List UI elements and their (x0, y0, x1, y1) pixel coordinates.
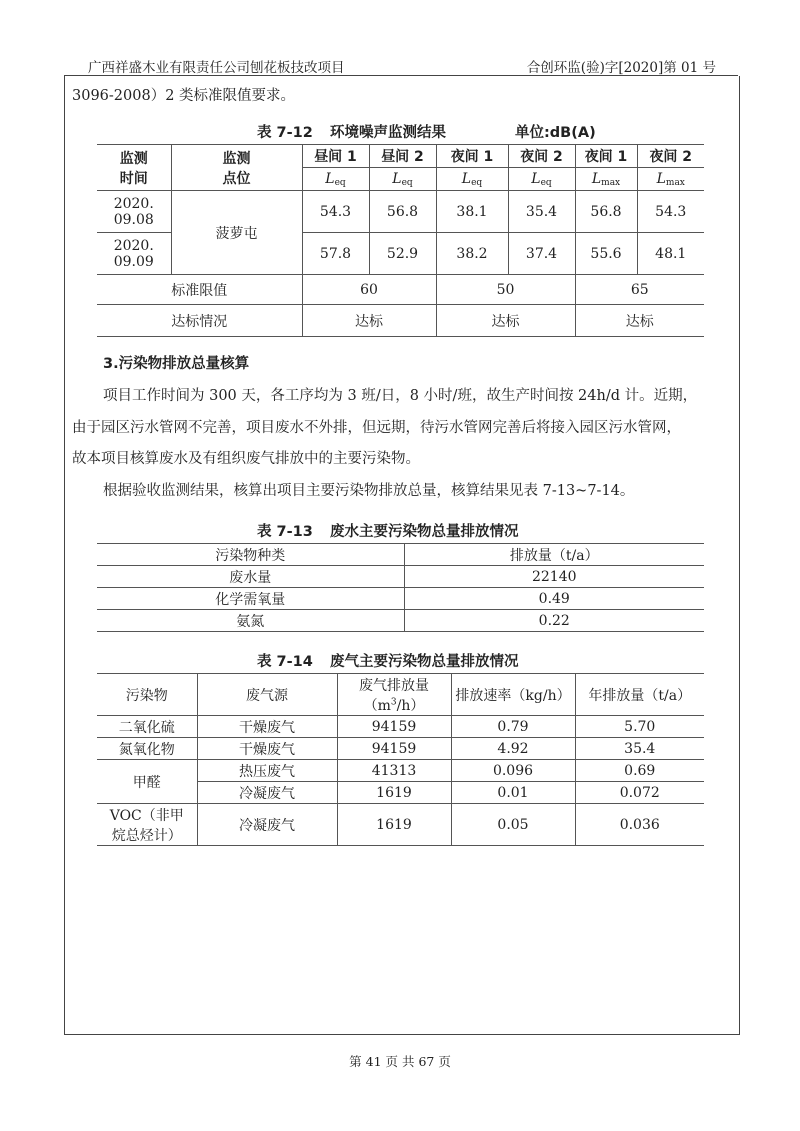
col-header: 废气源 (197, 674, 337, 716)
table-7-12-number: 表 7-12 (257, 125, 313, 141)
status-night: 达标 (436, 305, 575, 337)
exhaust-table (97, 673, 704, 846)
header-project-name: 广西祥盛木业有限责任公司刨花板技改项目 (88, 60, 345, 76)
section-heading: 3.污染物排放总量核算 (103, 356, 250, 372)
table-row (97, 804, 704, 846)
col-metric: $L_{eq}$ (369, 168, 436, 191)
limit-label: 标准限值 (97, 275, 302, 305)
table-row (97, 716, 704, 738)
table-row (97, 760, 704, 782)
paragraph-line: 项目工作时间为 300 天，各工序均为 3 班/日，8 小时/班，故生产时间按 24h/d 计。近期， (103, 388, 698, 404)
status-day: 达标 (302, 305, 436, 337)
value-cell: 22140 (404, 566, 704, 588)
limit-max: 65 (575, 275, 704, 305)
value-cell: 41313 (337, 760, 451, 782)
table-row (97, 588, 704, 610)
source-cell: 热压废气 (197, 760, 337, 782)
source-cell: 冷凝废气 (197, 782, 337, 804)
value-cell: 56.8 (575, 191, 637, 233)
header-report-number: 合创环监(验)字[2020]第 01 号 (526, 60, 716, 76)
value-cell: 38.1 (436, 191, 508, 233)
limit-day: 60 (302, 275, 436, 305)
table-7-12-title: 环境噪声监测结果 (330, 125, 446, 141)
pollutant-cell: 化学需氧量 (97, 588, 404, 610)
table-row (97, 566, 704, 588)
value-cell: 52.9 (369, 233, 436, 275)
value-cell: 0.096 (451, 760, 575, 782)
table-7-14-title: 废气主要污染物总量排放情况 (330, 654, 519, 670)
point-cell: 菠萝屯 (171, 191, 302, 275)
header-point: 监测 点位 (171, 145, 302, 191)
col-header: 夜间 2 (637, 145, 704, 168)
value-cell: 54.3 (637, 191, 704, 233)
value-cell: 0.49 (404, 588, 704, 610)
col-header: 昼间 1 (302, 145, 369, 168)
col-header: 排放速率（kg/h） (451, 674, 575, 716)
col-metric: $L_{eq}$ (302, 168, 369, 191)
source-cell: 冷凝废气 (197, 804, 337, 846)
page-number: 第 41 页 共 67 页 (349, 1054, 451, 1069)
col-header: 夜间 1 (575, 145, 637, 168)
pollutant-cell: 氮氧化物 (97, 738, 197, 760)
value-cell: 1619 (337, 804, 451, 846)
value-cell: 0.036 (575, 804, 704, 846)
pollutant-cell: VOC（非甲 烷总烃计） (97, 804, 197, 846)
date-cell: 2020. 09.09 (97, 233, 171, 275)
table-row (97, 610, 704, 632)
date-cell: 2020. 09.08 (97, 191, 171, 233)
col-metric: $L_{eq}$ (436, 168, 508, 191)
col-header: 排放量（t/a） (404, 544, 704, 566)
table-row (97, 738, 704, 760)
status-label: 达标情况 (97, 305, 302, 337)
col-header: 夜间 1 (436, 145, 508, 168)
value-cell: 48.1 (637, 233, 704, 275)
value-cell: 55.6 (575, 233, 637, 275)
value-cell: 0.69 (575, 760, 704, 782)
value-cell: 4.92 (451, 738, 575, 760)
wastewater-table (97, 543, 704, 632)
table-row (97, 191, 704, 233)
col-header: 年排放量（t/a） (575, 674, 704, 716)
table-7-14-number: 表 7-14 (257, 654, 313, 670)
col-header: 夜间 2 (508, 145, 575, 168)
value-cell: 0.072 (575, 782, 704, 804)
table-7-13-number: 表 7-13 (257, 524, 313, 540)
pollutant-cell: 废水量 (97, 566, 404, 588)
status-row (97, 305, 704, 337)
source-cell: 干燥废气 (197, 716, 337, 738)
pollutant-cell: 氨氮 (97, 610, 404, 632)
value-cell: 57.8 (302, 233, 369, 275)
source-cell: 干燥废气 (197, 738, 337, 760)
col-metric: $L_{max}$ (637, 168, 704, 191)
limit-night: 50 (436, 275, 575, 305)
pollutant-cell: 甲醛 (97, 760, 197, 804)
value-cell: 0.01 (451, 782, 575, 804)
value-cell: 0.22 (404, 610, 704, 632)
paragraph-line: 根据验收监测结果，核算出项目主要污染物排放总量，核算结果见表 7-13~7-14。 (103, 483, 635, 499)
col-metric: $L_{eq}$ (508, 168, 575, 191)
col-header: 污染物 (97, 674, 197, 716)
table-7-13-title: 废水主要污染物总量排放情况 (330, 524, 519, 540)
header-time: 监测 时间 (97, 145, 171, 191)
value-cell: 35.4 (575, 738, 704, 760)
value-cell: 54.3 (302, 191, 369, 233)
value-cell: 0.05 (451, 804, 575, 846)
col-header: 昼间 2 (369, 145, 436, 168)
intro-line: 3096-2008）2 类标准限值要求。 (72, 88, 296, 104)
paragraph-line: 故本项目核算废水及有组织废气排放中的主要污染物。 (72, 451, 420, 467)
value-cell: 94159 (337, 738, 451, 760)
value-cell: 35.4 (508, 191, 575, 233)
value-cell: 38.2 (436, 233, 508, 275)
pollutant-cell: 二氧化硫 (97, 716, 197, 738)
limit-row (97, 275, 704, 305)
table-7-12-unit: 单位:dB(A) (515, 125, 596, 141)
value-cell: 37.4 (508, 233, 575, 275)
paragraph-line: 由于园区污水管网不完善，项目废水不外排，但远期，待污水管网完善后将接入园区污水管网， (72, 420, 681, 436)
col-header: 废气排放量 $(m^3/h)$ (337, 674, 451, 716)
value-cell: 0.79 (451, 716, 575, 738)
noise-table (97, 144, 704, 337)
value-cell: 5.70 (575, 716, 704, 738)
col-metric: $L_{max}$ (575, 168, 637, 191)
value-cell: 94159 (337, 716, 451, 738)
value-cell: 56.8 (369, 191, 436, 233)
status-max: 达标 (575, 305, 704, 337)
col-header: 污染物种类 (97, 544, 404, 566)
value-cell: 1619 (337, 782, 451, 804)
